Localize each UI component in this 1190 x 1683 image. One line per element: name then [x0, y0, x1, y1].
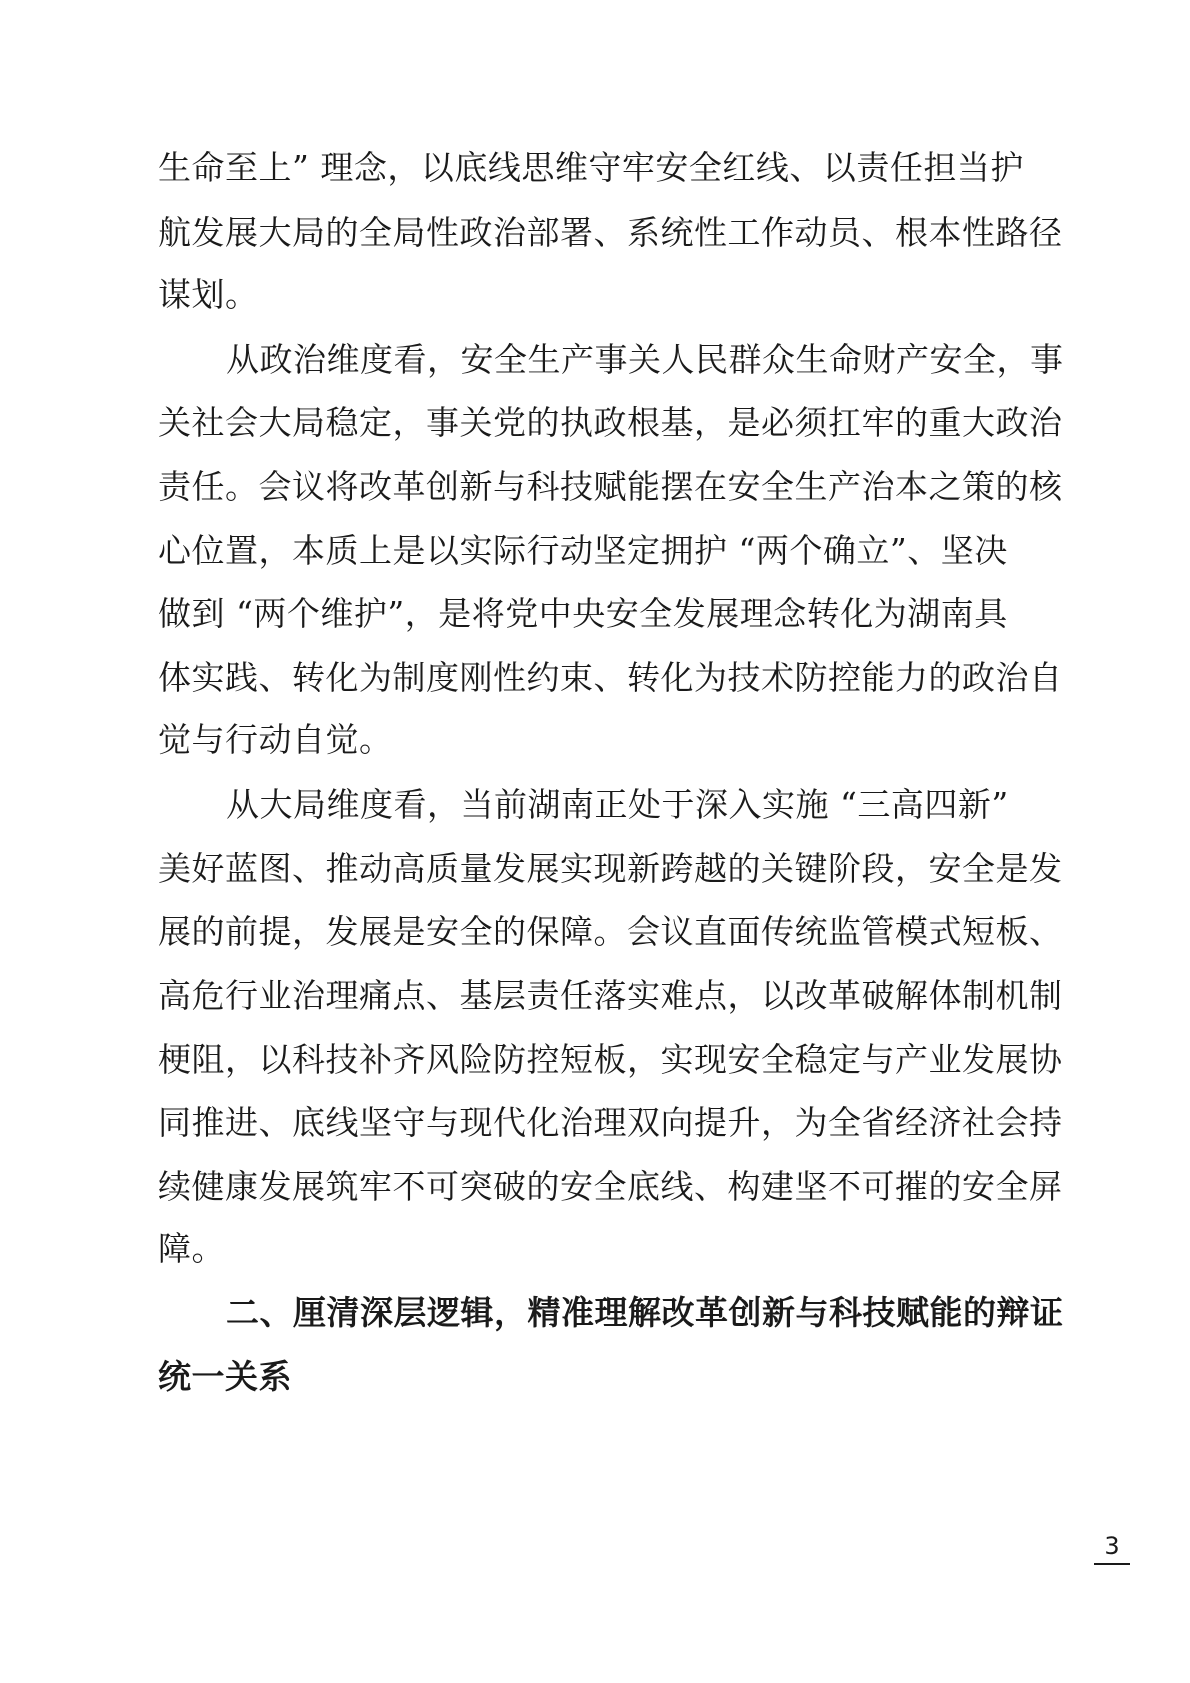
body-text-line: 生命至上” 理念，以底线思维守牢安全红线、以责任担当护 — [158, 148, 1024, 187]
body-text-line: 觉与行动自觉。 — [158, 720, 393, 759]
body-text-line: 谋划。 — [158, 275, 259, 314]
body-text-line: 展的前提，发展是安全的保障。会议直面传统监管模式短板、 — [158, 912, 1063, 951]
section-heading: 二、厘清深层逻辑，精准理解改革创新与科技赋能的辩证 — [226, 1293, 1064, 1332]
body-text-line: 航发展大局的全局性政治部署、系统性工作动员、根本性路径 — [158, 213, 1063, 252]
body-text-line: 做到 “两个维护”，是将党中央安全发展理念转化为湖南具 — [158, 594, 1008, 633]
body-text-line: 体实践、转化为制度刚性约束、转化为技术防控能力的政治自 — [158, 658, 1063, 697]
paragraph-first-line: 从大局维度看，当前湖南正处于深入实施 “三高四新” — [226, 785, 1009, 824]
paragraph-first-line: 从政治维度看，安全生产事关人民群众生命财产安全，事 — [226, 340, 1064, 379]
body-text-line: 心位置，本质上是以实际行动坚定拥护 “两个确立”、坚决 — [158, 531, 1008, 570]
body-text-line: 关社会大局稳定，事关党的执政根基，是必须扛牢的重大政治 — [158, 403, 1063, 442]
body-text-line: 障。 — [158, 1229, 225, 1268]
body-text-line: 同推进、底线坚守与现代化治理双向提升，为全省经济社会持 — [158, 1103, 1063, 1142]
body-text-line: 责任。会议将改革创新与科技赋能摆在安全生产治本之策的核 — [158, 467, 1063, 506]
page-number: 3 — [1094, 1531, 1130, 1565]
section-heading-continuation: 统一关系 — [158, 1357, 292, 1396]
body-text-line: 高危行业治理痛点、基层责任落实难点，以改革破解体制机制 — [158, 976, 1063, 1015]
body-text-line: 梗阻，以科技补齐风险防控短板，实现安全稳定与产业发展协 — [158, 1040, 1063, 1079]
body-text-line: 美好蓝图、推动高质量发展实现新跨越的关键阶段，安全是发 — [158, 849, 1063, 888]
body-text-line: 续健康发展筑牢不可突破的安全底线、构建坚不可摧的安全屏 — [158, 1167, 1063, 1206]
